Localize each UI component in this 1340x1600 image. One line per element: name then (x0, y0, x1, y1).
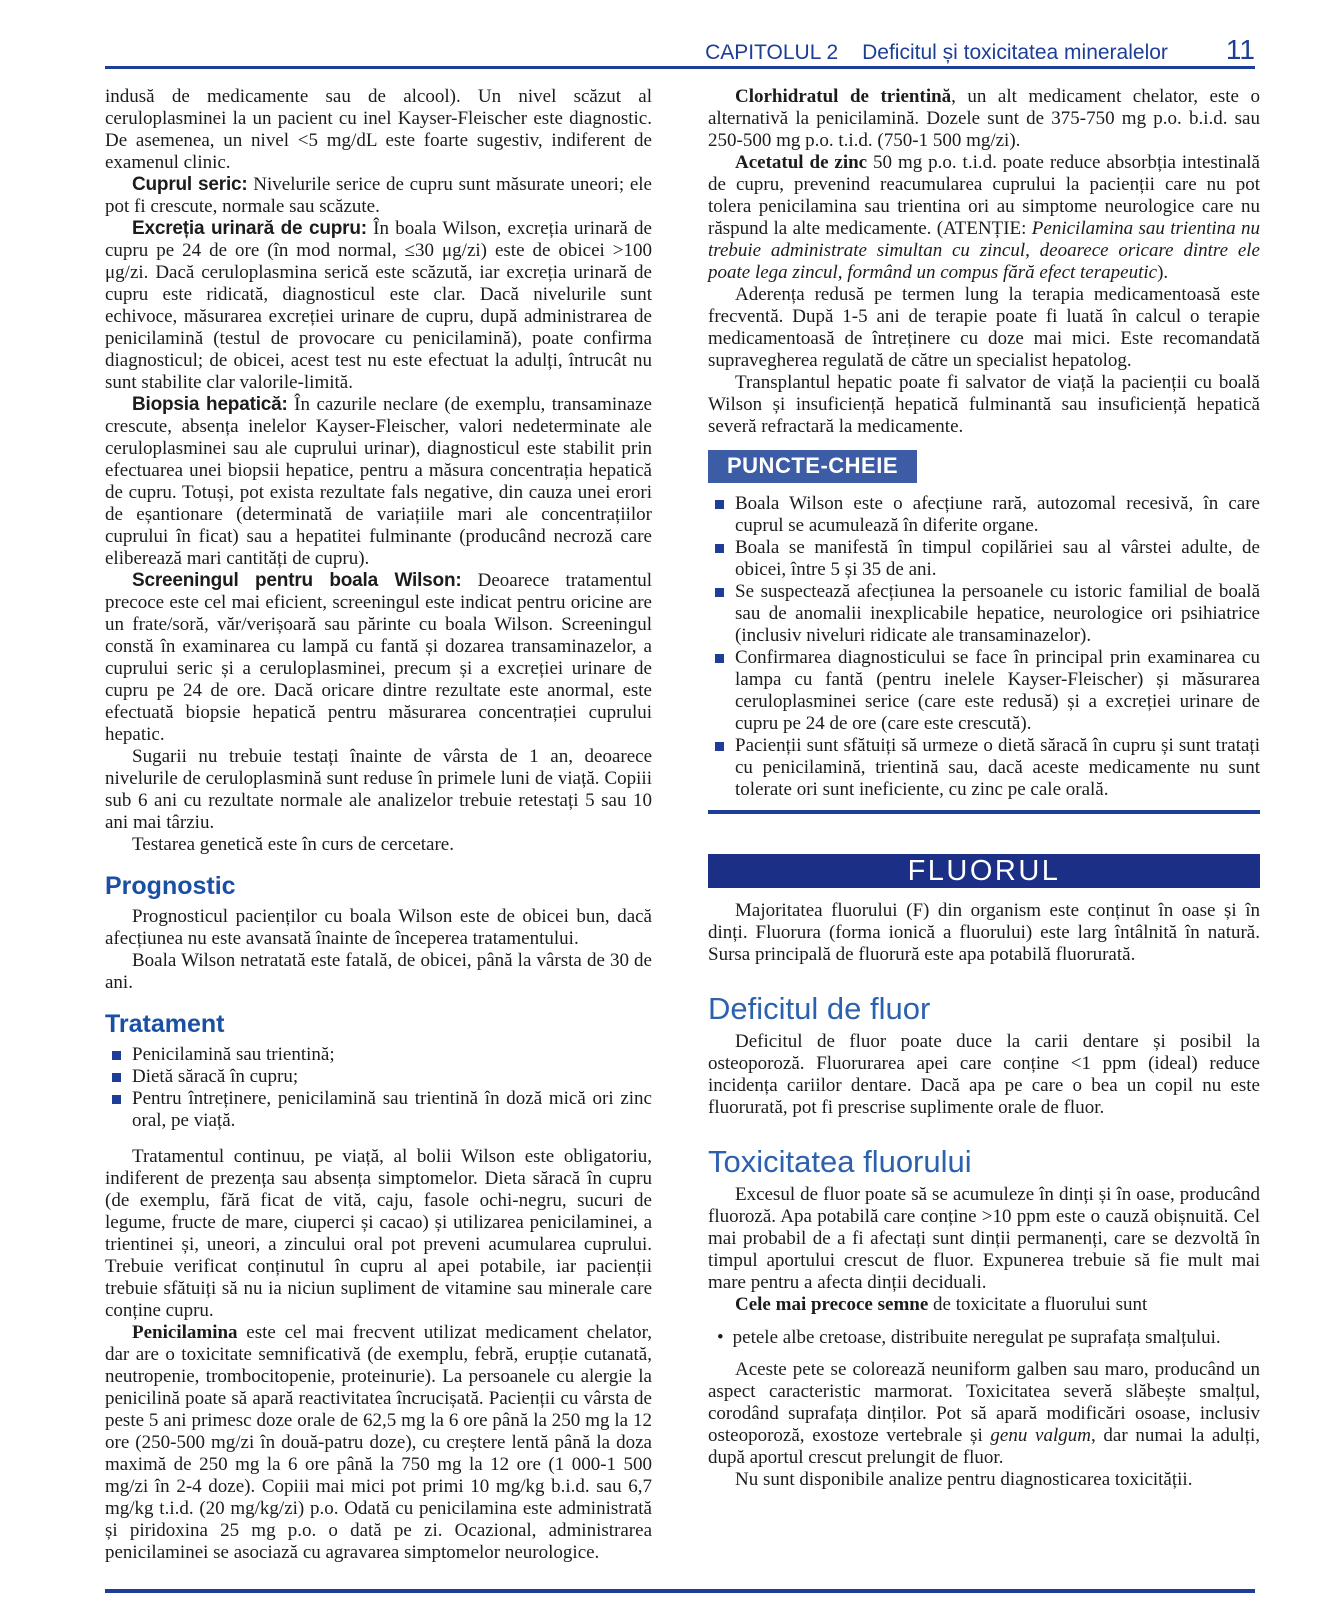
paragraph-tratament-continuu: Tratamentul continuu, pe viață, al bolii Wilson este obligatoriu, indiferent de prezența sau absența simptomelor. Dieta săracă în cupru (de exemplu, fără ficat de vită, caju, fasole ochi-negru, sucuri de legume, fructe de mare, ciuperci și cacao) și utilizarea penicilaminei, a trientinei și, uneori, a zincului oral pot preveni acumularea cuprului. Trebuie verificat conținutul în cupru al apei potabile, iar pacienții trebuie sfătuiți să nu ia niciun supliment de vitamine sau minerale care conține cupru. (105, 1146, 652, 1321)
paragraph-testarea-genetica: Testarea genetică este în curs de cercetare. (132, 834, 454, 855)
runin-heading-semne: Cele mai precoce semne (735, 1294, 929, 1315)
square-bullet-icon (715, 588, 724, 597)
runin-heading-acetatul: Acetatul de zinc (735, 152, 868, 173)
page-header (105, 34, 1255, 66)
left-column (105, 86, 652, 1564)
paragraph-penicilamina (105, 1322, 652, 1564)
square-bullet-icon (112, 1073, 121, 1082)
runin-heading-screening: Screeningul pentru boala Wilson: (132, 570, 462, 591)
key-point-text: Boala Wilson este o afecțiune rară, autozomal recesivă, în care cuprul se acumulează în diferite organe. (735, 493, 1260, 536)
paragraph-text: 50 mg p.o. t.i.d. poate reduce absorbția intestinală de cupru, prevenind reacumularea cuprului la pacienții care nu pot tolera penicilamina sau trientina ori au simptome neurologice care nu răspund la alte medicamente. (ATENȚIE: (708, 152, 1260, 239)
chapter-title: Deficitul și toxicitatea mineralelor (862, 41, 1168, 64)
paragraph-excretia-urinara (105, 218, 652, 394)
paragraph-aderenta: Aderența redusă pe termen lung la terapia medicamentoasă este frecventă. După 1-5 ani de terapie poate fi luată în calcul o terapie medicamentoasă de întreținere cu doze mai mici. Este recomandată supravegherea regulată de către un specialist hepatolog. (708, 284, 1260, 371)
paragraph-pete (708, 1359, 1260, 1469)
paragraph-transplantul: Transplantul hepatic poate fi salvator de viață la pacienții cu boală Wilson și insuficiență hepatică fulminantă sau insuficiență hepatică severă refractară la medicamente. (708, 372, 1260, 437)
chapter-label: CAPITOLUL 2 (705, 41, 839, 64)
runin-heading-excretia: Excreția urinară de cupru: (132, 218, 367, 239)
paragraph-text: este cel mai frecvent utilizat medicament chelator, dar are o toxicitate semnificativă (de exemplu, febră, erupție cutanată, neutropenie, trombocitopenie, proteinurie). La persoanele cu alergie la penicilină poate să apară reactivitatea încrucișată. Pacienții cu vârsta de peste 5 ani primesc doze orale de 62,5 mg la 6 ore până la 250 mg la 12 ore (250-500 mg/zi în două-patru doze), cu creștere lentă până la doza maximă de 250 mg la 6 ore până la 750 mg la 12 ore (1 000-1 500 mg/zi în 2-4 doze). Copiii mai mici pot primi 10 mg/kg b.i.d. sau 6,7 mg/kg t.i.d. (20 mg/kg/zi) p.o. Odată cu penicilamina este administrată și piridoxina 25 mg p.o. o dată pe zi. Ocazional, administrarea penicilaminei se asociază cu agravarea simptomelor neurologice. (105, 1322, 652, 1563)
paragraph-biopsia-hepatica (105, 394, 652, 570)
paragraph-prognostic-2: Boala Wilson netratată este fatală, de obicei, până la vârsta de 30 de ani. (105, 950, 652, 993)
paragraph-fluorul-intro: Majoritatea fluorului (F) din organism este conținut în oase și în dinți. Fluorura (forma ionică a fluorului) este larg întâlnită în natură. Sursa principală de fluorură este apa potabilă fluorurată. (708, 900, 1260, 965)
right-column (708, 86, 1260, 1491)
key-point-text: Confirmarea diagnosticului se face în principal prin examinarea cu lampa cu fantă (pentru inelele Kayser-Fleischer) și măsurarea ceruloplasminei serice (care este redusă) și a excreției urinare de cupru pe 24 de ore (care este crescută). (735, 647, 1260, 734)
paragraph-cuprul-seric (105, 174, 652, 218)
list-item (708, 1327, 1260, 1349)
square-bullet-icon (715, 544, 724, 553)
list-item (105, 1044, 652, 1066)
square-bullet-icon (715, 654, 724, 663)
paragraph-acetatul-de-zinc (708, 152, 1260, 284)
paragraph-analize: Nu sunt disponibile analize pentru diagnosticarea toxicității. (735, 1469, 1193, 1490)
paragraph-deficit-fluor: Deficitul de fluor poate duce la carii dentare și posibil la osteoporoză. Fluorurarea apei care conține <1 ppm (ideal) reduce incidența cariilor dentare. Dacă apa pe care o bea un copil nu este fluorurată, pot fi prescrise suplimente orale de fluor. (708, 1031, 1260, 1118)
list-item-text: Penicilamină sau trientină; (132, 1044, 335, 1065)
key-point-text: Pacienții sunt sfătuiți să urmeze o dietă săracă în cupru și sunt tratați cu penicilamină, trientină sau, dacă aceste medicamente nu sunt tolerate ori sunt ineficiente, cu zinc pe cale orală. (735, 735, 1260, 800)
list-item-text: Pentru întreținere, penicilamină sau trientină în doză mică ori zinc oral, pe viață. (132, 1088, 652, 1131)
key-points-end-rule (708, 810, 1260, 814)
section-heading-tratament: Tratament (105, 1010, 225, 1038)
paragraph-screening (105, 570, 652, 746)
runin-heading-cuprul-seric: Cuprul seric: (132, 174, 248, 195)
paragraph-clorhidratul (708, 86, 1260, 152)
key-point-item (708, 647, 1260, 735)
key-point-item (708, 581, 1260, 647)
paragraph-italic-term: genu valgum (990, 1425, 1091, 1446)
key-point-text: Se suspectează afecțiunea la persoanele cu istoric familial de boală sau de anomalii inexplicabile hepatice, neurologice ori psihiatrice (inclusiv niveluri ridicate ale transaminazelor). (735, 581, 1260, 646)
header-rule (105, 66, 1255, 69)
section-heading-deficitul-de-fluor: Deficitul de fluor (708, 991, 931, 1026)
paragraph-semne-precoce (708, 1294, 1260, 1316)
paragraph-text: de toxicitate a fluorului sunt (928, 1294, 1148, 1315)
square-bullet-icon (715, 742, 724, 751)
paragraph-sugarii: Sugarii nu trebuie testați înainte de vârsta de 1 an, deoarece nivelurile de ceruloplasmină sunt reduse în primele luni de viață. Copiii sub 6 ani cu rezultate normale ale analizelor trebuie retestați 5 sau 10 ani mai târziu. (105, 746, 652, 833)
section-heading-toxicitatea-fluorului: Toxicitatea fluorului (708, 1144, 972, 1179)
list-item-text: petele albe cretoase, distribuite neregulat pe suprafața smalțului. (732, 1327, 1221, 1348)
fluorul-section-banner: FLUORUL (708, 854, 1260, 888)
paragraph-text: Nivelurile serice de cupru sunt măsurate uneori; ele pot fi crescute, normale sau scăzute. (105, 174, 652, 217)
paragraph-toxicitate-fluor: Excesul de fluor poate să se acumuleze în dinți și în oase, producând fluoroză. Apa potabilă care conține >10 ppm este o cauză obișnuită. Cel mai probabil de a fi afectați sunt dinții permanenți, care se dezvoltă în timpul aportului crescut de fluor. Expunerea trebuie să fie mult mai mare pentru a afecta dinții deciduali. (708, 1184, 1260, 1293)
list-item (105, 1088, 652, 1132)
paragraph-prognostic-1: Prognosticul pacienților cu boala Wilson este de obicei bun, dacă afecțiunea nu este avansată înainte de începerea tratamentului. (105, 906, 652, 949)
paragraph-text: În cazurile neclare (de exemplu, transaminaze crescute, absența inelelor Kayser-Fleischer, valori nedeterminate ale ceruloplasminei sau ale cuprului urinar), diagnosticul este stabilit prin efectuarea unei biopsii hepatice, pentru a măsura concentrația hepatică de cupru. Totuși, pot exista rezultate fals negative, din cauza unei erori de eșantionare (determinată de variațiile mari ale concentrațiilor cuprului în ficat) sau a hepatitei fulminante (producând necroză care eliberează mari cantități de cupru). (105, 394, 652, 569)
list-item (105, 1066, 652, 1088)
paragraph-text: În boala Wilson, excreția urinară de cupru pe 24 de ore (în mod normal, ≤30 μg/zi) este de obicei >100 μg/zi. Dacă ceruloplasmina serică este scăzută, iar excreția urinară de cupru este ridicată, diagnosticul este clar. Dacă nivelurile sunt echivoce, măsurarea excreției urinare de cupru, după administrarea de penicilamină (testul de provocare cu penicilamină), poate confirma diagnosticul; de obicei, acest test nu este efectuat la adulți, întrucât nu sunt stabilite clar valorile-limită. (105, 218, 652, 393)
paragraph-text: , dar numai la adulți, după aportul crescut prelungit de fluor. (708, 1425, 1260, 1468)
square-bullet-icon (715, 500, 724, 509)
paragraph-text: Aceste pete se colorează neuniform galben sau maro, producând un aspect caracteristic marmorat. Toxicitatea severă slăbește smalțul, corodând suprafața dinților. Pot să apară modificări osoase, inclusiv osteoporoză, exostoze vertebrale și (708, 1359, 1260, 1446)
paragraph-text: ). (1157, 262, 1169, 283)
key-point-item (708, 735, 1260, 801)
key-point-text: Boala se manifestă în timpul copilăriei sau al vârstei adulte, de obicei, între 5 și 35 de ani. (735, 537, 1260, 580)
key-points-label: PUNCTE-CHEIE (708, 450, 917, 483)
round-bullet-icon: • (717, 1327, 724, 1348)
square-bullet-icon (112, 1051, 121, 1060)
key-point-item (708, 493, 1260, 537)
square-bullet-icon (112, 1095, 121, 1104)
bottom-page-rule (105, 1589, 1255, 1593)
page-number: 11 (1225, 34, 1255, 65)
runin-heading-clorhidratul: Clorhidratul de trientină (735, 86, 952, 107)
runin-heading-biopsia: Biopsia hepatică: (132, 394, 288, 415)
paragraph-text: Deoarece tratamentul precoce este cel mai eficient, screeningul este indicat pentru oricine are un frate/soră, văr/verișoară sau părinte cu boala Wilson. Screeningul constă în examinarea cu lampă cu fantă și dozarea transaminazelor, a cuprului seric și a ceruloplasminei, precum și a excreției urinare de cupru pe 24 de ore. Dacă oricare dintre rezultate este anormal, este efectuată biopsie hepatică pentru măsurarea concentrației cuprului hepatic. (105, 570, 652, 745)
runin-heading-penicilamina: Penicilamina (132, 1322, 238, 1343)
section-heading-prognostic: Prognostic (105, 872, 236, 900)
paragraph-ceruloplasmin: indusă de medicamente sau de alcool). Un nivel scăzut al ceruloplasminei la un pacient cu inel Kayser-Fleischer este diagnostic. De asemenea, un nivel <5 mg/dL este foarte sugestiv, indiferent de examenul clinic. (105, 86, 652, 173)
list-item-text: Dietă săracă în cupru; (132, 1066, 299, 1087)
paragraph-text: , un alt medicament chelator, este o alternativă la penicilamină. Dozele sunt de 375-750 mg p.o. b.i.d. sau 250-500 mg p.o. t.i.d. (750-1 500 mg/zi). (708, 86, 1260, 151)
key-point-item (708, 537, 1260, 581)
paragraph-italic-warning: Penicilamina sau trientina nu trebuie administrate simultan cu zincul, deoarece oricare dintre ele poate lega zincul, formând un compus fără efect terapeutic (708, 218, 1261, 283)
